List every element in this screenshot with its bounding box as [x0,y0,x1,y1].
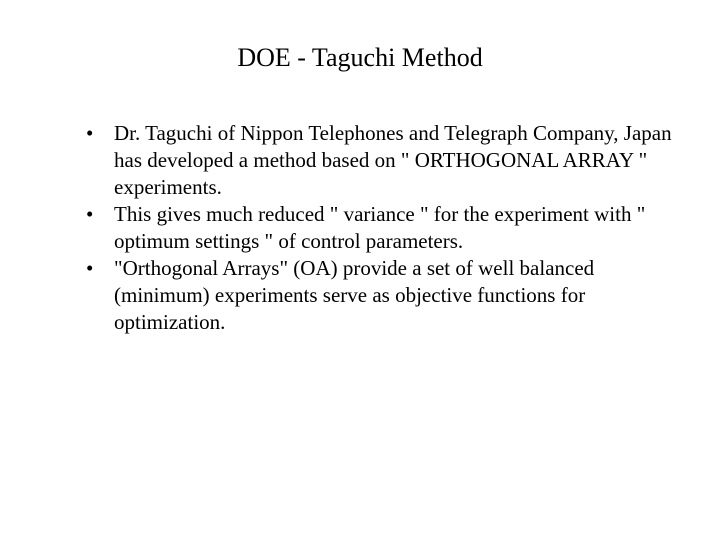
bullet-icon: • [86,121,94,145]
bullet-icon: • [86,256,94,280]
bullet-item [86,120,686,201]
bullet-item [86,201,686,255]
bullet-text: Dr. Taguchi of Nippon Telephones and Telegraph Company, Japan has developed a method based on " ORTHOGONAL ARRAY " experiments. [114,121,672,199]
bullet-text: "Orthogonal Arrays" (OA) provide a set of well balanced (minimum) experiments serve as objective functions for optimization. [114,256,595,334]
bullet-item [86,255,686,336]
slide-title: DOE - Taguchi Method [237,43,483,72]
bullet-text: This gives much reduced " variance " for the experiment with " optimum settings " of control parameters. [114,202,646,253]
bullet-list [86,120,686,336]
bullet-icon: • [86,202,94,226]
